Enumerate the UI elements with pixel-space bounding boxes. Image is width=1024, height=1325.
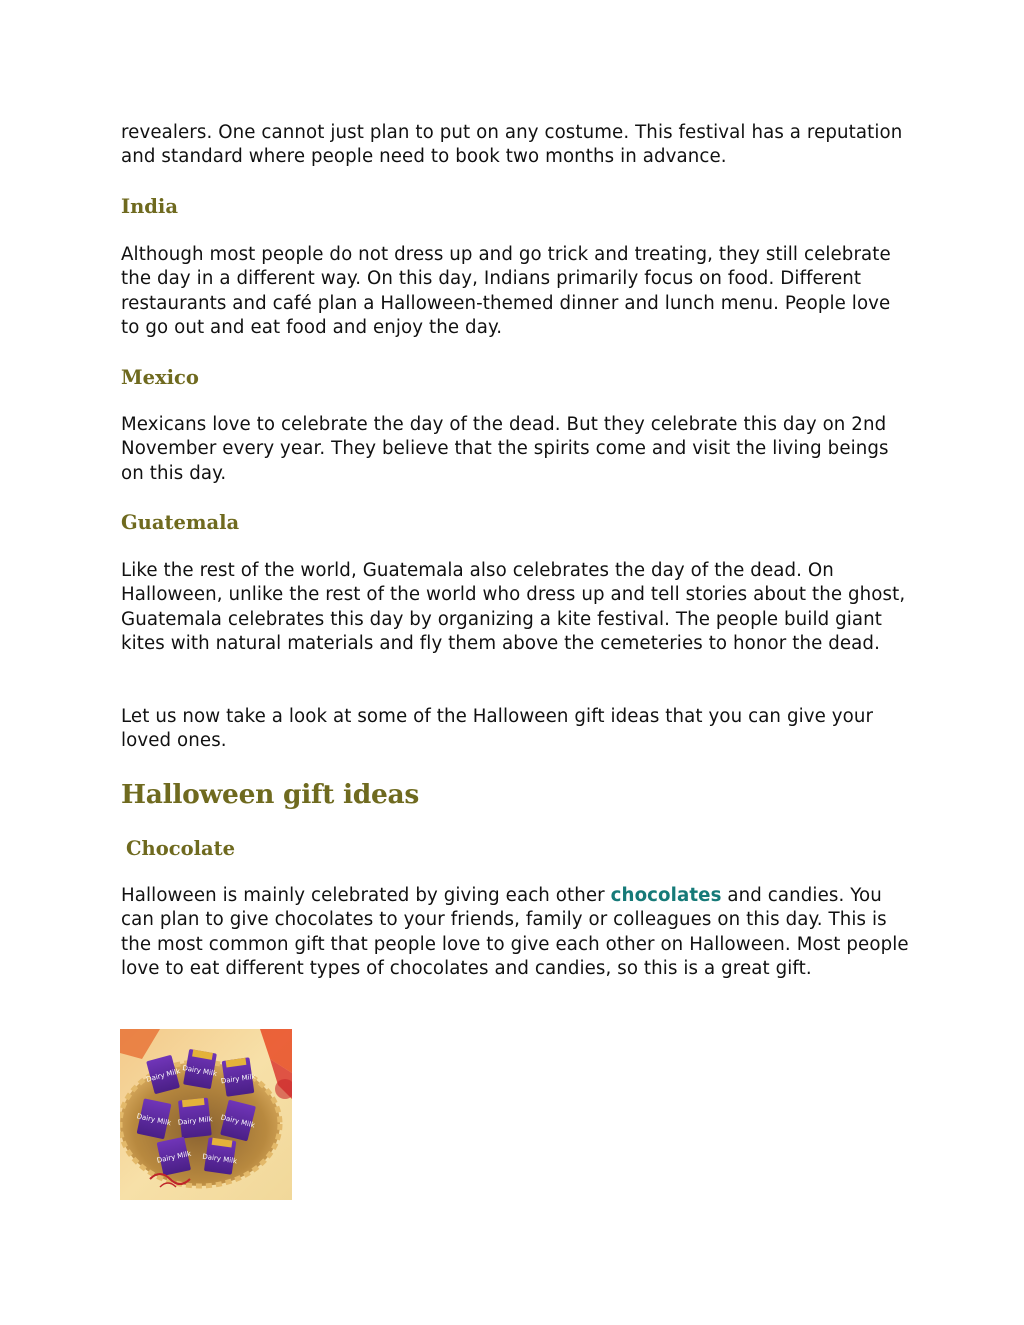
wrapper-label: Dairy Milk xyxy=(219,1113,256,1130)
chocolates-link[interactable]: chocolates xyxy=(610,885,722,906)
section-body-india: Although most people do not dress up and go trick and treating, they still celebrate the day in a different way. On this day, Indians primarily focus on food. Different restaurants and café plan a Halloween-themed dinner and lunch menu. People love to go out and eat food and enjoy the day. xyxy=(121,244,891,339)
gift-ideas-title: Halloween gift ideas xyxy=(121,779,420,810)
chocolate-body-start: Halloween is mainly celebrated by giving each other xyxy=(121,885,611,906)
wrapper-label: Dairy Milk xyxy=(177,1115,213,1127)
section-body-guatemala: Like the rest of the world, Guatemala also celebrates the day of the dead. On Halloween, unlike the rest of the world who dress up and tell stories about the ghost, Guatemala celebrates this day by organizing a kite festival. The people build giant kites with natural materials and fly them above the cemeteries to honor the dead. xyxy=(121,560,906,655)
chocolate-heading: Chocolate xyxy=(126,837,236,860)
wrapper-label: Dairy Milk xyxy=(135,1112,172,1128)
wrapper-label: Dairy Milk xyxy=(156,1149,192,1165)
wrapper-label: Dairy Milk xyxy=(201,1152,238,1166)
section-body-mexico: Mexicans love to celebrate the day of the dead. But they celebrate this day on 2nd November every year. They believe that the spirits come and visit the living beings on this day. xyxy=(121,414,889,484)
intro-paragraph: revealers. One cannot just plan to put on any costume. This festival has a reputation and standard where people need to book two months in advance. xyxy=(121,122,903,168)
transition-paragraph: Let us now take a look at some of the Halloween gift ideas that you can give your loved ones. xyxy=(121,706,874,752)
section-heading-mexico: Mexico xyxy=(121,366,199,389)
section-heading-india: India xyxy=(121,195,178,218)
chocolate-body-end: and candies. You can plan to give chocolates to your friends, family or colleagues on this day. This is the most common gift that people love to give each other on Halloween. Most people love to eat different types of chocolates and candies, so this is a great gift. xyxy=(121,885,909,980)
chocolate-body xyxy=(121,884,911,982)
wrapper-label: Dairy Milk xyxy=(220,1072,257,1086)
wrapper-label: Dairy Milk xyxy=(145,1067,182,1084)
chocolate-basket-image xyxy=(120,1029,292,1200)
wrapper-label: Dairy Milk xyxy=(181,1064,218,1078)
section-heading-guatemala: Guatemala xyxy=(121,511,240,534)
chocolate-basket-illustration xyxy=(120,1029,292,1200)
